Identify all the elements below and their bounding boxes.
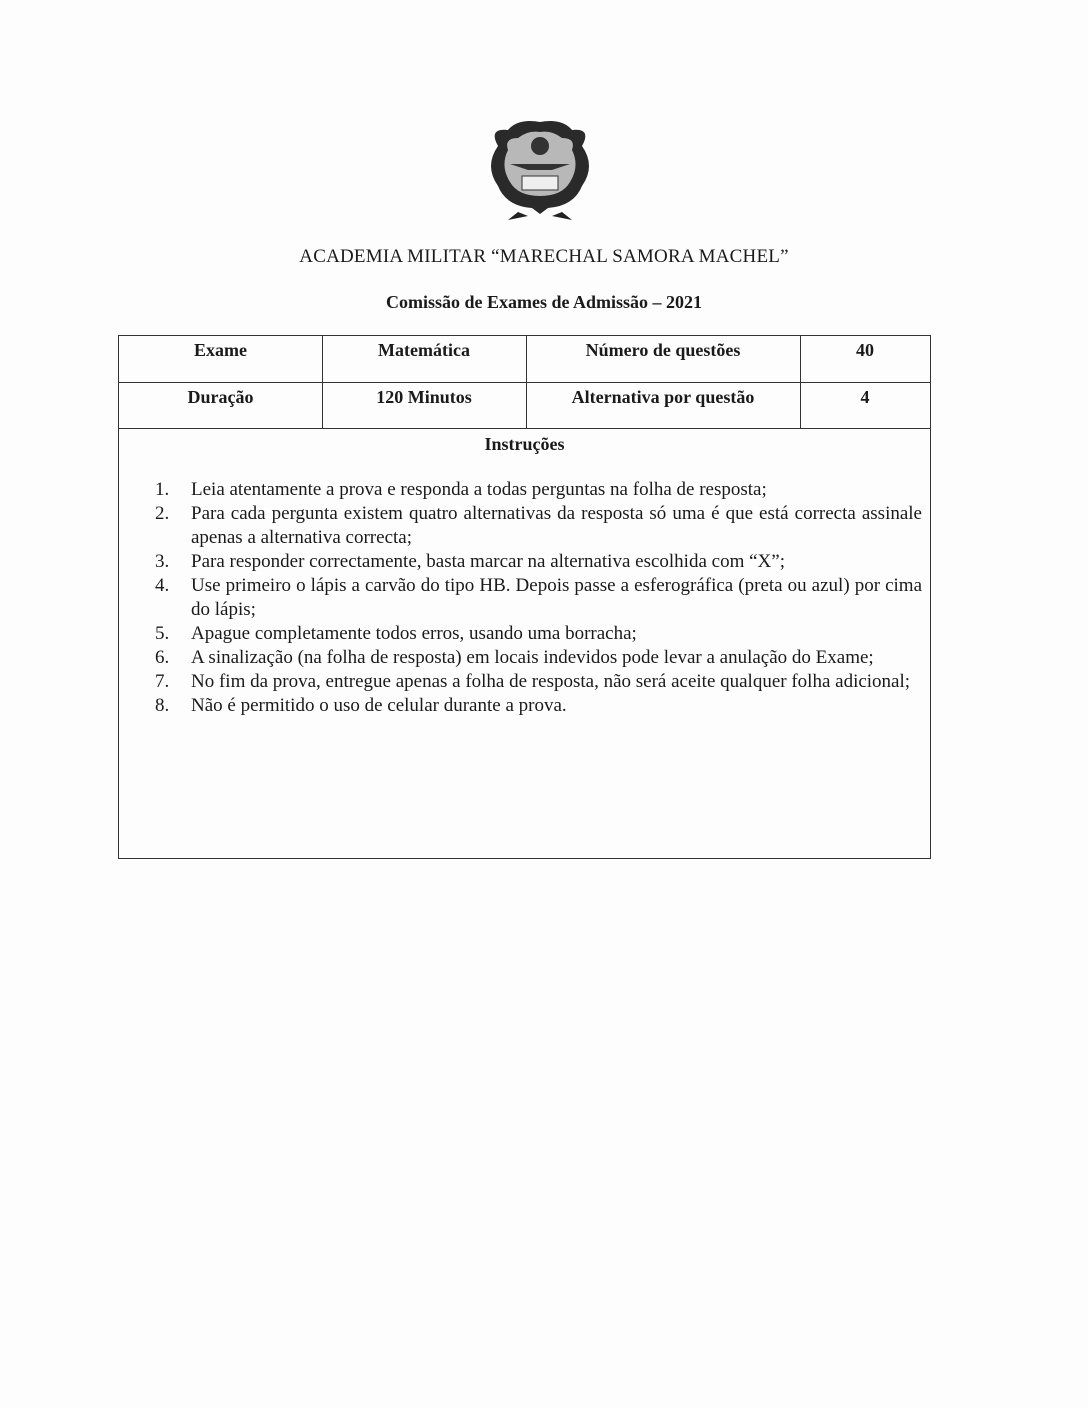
exam-info-table xyxy=(118,335,931,859)
emblem-logo-icon xyxy=(478,116,602,222)
alternatives-value: 4 xyxy=(860,387,870,407)
instruction-text: Leia atentamente a prova e responda a todas perguntas na folha de resposta; xyxy=(191,479,767,500)
row-divider xyxy=(119,428,930,429)
instruction-item xyxy=(155,646,922,670)
question-count-value: 40 xyxy=(856,340,874,360)
instruction-text: No fim da prova, entregue apenas a folha de resposta, não será aceite qualquer folha adicional; xyxy=(191,671,911,692)
instruction-text: Não é permitido o uso de celular durante a prova. xyxy=(191,695,567,716)
instructions-list xyxy=(155,478,922,718)
instruction-text: Para cada pergunta existem quatro alternativas da resposta só uma é que está correcta assinale apenas a alternativa correcta; xyxy=(191,503,922,548)
exam-label: Exame xyxy=(194,340,247,360)
instruction-item xyxy=(155,550,922,574)
instruction-text: Para responder correctamente, basta marcar na alternativa escolhida com “X”; xyxy=(191,551,785,572)
instruction-number: 5. xyxy=(155,623,170,644)
instruction-item xyxy=(155,694,922,718)
alternatives-label: Alternativa por questão xyxy=(571,387,755,407)
instruction-item xyxy=(155,622,922,646)
row-divider xyxy=(119,382,930,383)
instruction-text: Use primeiro o lápis a carvão do tipo HB. Depois passe a esferográfica (preta ou azul) por cima do lápis; xyxy=(191,575,922,620)
instruction-number: 7. xyxy=(155,671,170,692)
institution-title: ACADEMIA MILITAR “MARECHAL SAMORA MACHEL” xyxy=(299,246,789,267)
instruction-text: A sinalização (na folha de resposta) em locais indevidos pode levar a anulação do Exame; xyxy=(191,647,874,668)
question-count-label: Número de questões xyxy=(585,340,741,360)
duration-value: 120 Minutos xyxy=(376,387,472,407)
instruction-number: 6. xyxy=(155,647,170,668)
instruction-number: 8. xyxy=(155,695,170,716)
instruction-item xyxy=(155,478,922,502)
instruction-item xyxy=(155,502,922,550)
duration-label: Duração xyxy=(187,387,254,407)
instruction-number: 3. xyxy=(155,551,170,572)
commission-subtitle: Comissão de Exames de Admissão – 2021 xyxy=(385,292,703,312)
exam-subject: Matemática xyxy=(378,340,470,360)
instruction-number: 2. xyxy=(155,503,170,524)
instruction-text: Apague completamente todos erros, usando uma borracha; xyxy=(191,623,637,644)
instruction-item xyxy=(155,670,922,694)
instructions-heading: Instruções xyxy=(484,434,565,454)
instruction-number: 4. xyxy=(155,575,170,596)
instruction-number: 1. xyxy=(155,479,170,500)
instruction-item xyxy=(155,574,922,622)
